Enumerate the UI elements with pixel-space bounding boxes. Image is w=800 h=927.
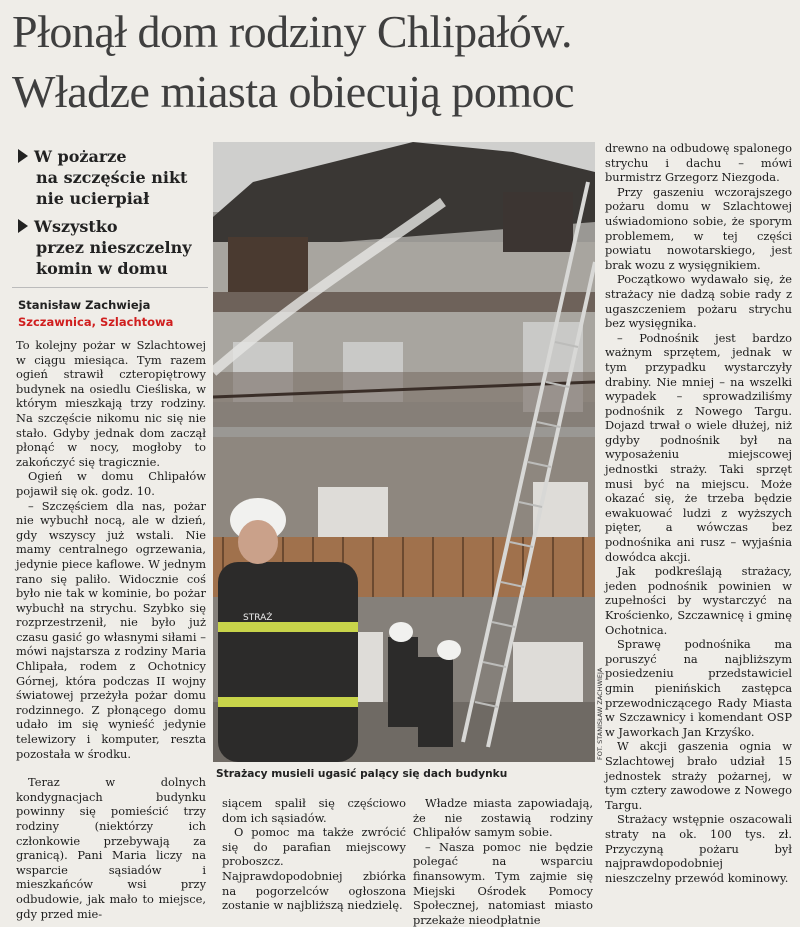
paragraph: drewno na odbudowę spalonego strychu i dachu – mówi burmistrz Grzegorz Niezgoda. — [605, 141, 792, 185]
paragraph: Początkowo wydawało się, że strażacy nie dadzą sobie rady z ugaszczeniem pożaru strychu bez wysięgnika. — [605, 272, 792, 331]
article-column-4 — [605, 141, 792, 885]
paragraph: To kolejny pożar w Szlachtowej w ciągu miesiąca. Tym razem ogień strawił czteropiętrowy budynek na osiedlu Cieśliska, w którym mieszkają trzy rodziny. Na szczęście nikomu nic się nie stało. Gdyby jednak dom zaczął płonąć w nocy, mogłoby to zakończyć się tragicznie. — [16, 338, 206, 469]
article-column-3 — [413, 796, 593, 927]
paragraph: Ogień w domu Chlipałów pojawił się ok. godz. 10. — [16, 469, 206, 498]
helmet-label: STRAŻ — [243, 613, 273, 623]
lead-1-line-2: na szczęście nikt — [36, 168, 188, 187]
paragraph: Teraz w dolnych kondygnacjach budynku powinny się pomieścić trzy rodziny (niektórzy ich członkowie przebywają za granicą). Pani Maria liczy na wsparcie sąsiadów i mieszkańców wsi przy odbudowie, jak mało to miejsce, gdy przed mie- — [16, 775, 206, 921]
article-column-1 — [16, 338, 206, 921]
paragraph: Sprawę podnośnika ma poruszyć na najbliższym posiedzeniu przedstawiciel gmin pienińskich zastępca przewodniczącego Rady Miasta w Szczawnicy i komendant OSP w Jaworkach Jan Krzyśko. — [605, 637, 792, 739]
photo-burning-house — [213, 142, 595, 762]
triangle-bullet-icon — [18, 149, 28, 163]
lead-2-line-2: przez nieszczelny — [36, 238, 192, 257]
triangle-bullet-icon — [18, 219, 28, 233]
byline-place: Szczawnica, Szlachtowa — [18, 315, 174, 329]
paragraph: – Podnośnik jest bardzo ważnym sprzętem, jednak w tym przypadku wystarczyły drabiny. Nie mniej – na wszelki wypadek – sprowadziliśmy podnośnik z Nowego Targu. Dojazd trwał o wiele dłużej, niż gdyby podnośnik był na wyposażeniu miejscowej jednostki straży. Taki sprzęt musi być na miejscu. Może okazać się, że trzeba będzie ewakuować ludzi z wyższych pięter, a wówczas bez podnośnika ani rusz – wyjaśnia dowódca akcji. — [605, 330, 792, 564]
lead-2-line-3: komin w domu — [36, 259, 168, 278]
paragraph: siącem spalił się częściowo dom ich sąsiadów. — [222, 796, 406, 825]
photo-caption: Strażacy musieli ugasić palący się dach budynku — [216, 768, 508, 780]
paragraph: – Szczęściem dla nas, pożar nie wybuchł nocą, ale w dzień, gdy wszyscy już wstali. Nie mamy centralnego ogrzewania, jedynie piece kaflowe. W jednym rano się paliło. Widocznie coś było nie tak w kominie, bo pożar wybuchł na strychu. Szybko się rozprzestrzenił, nie było już czasu gasić go własnymi siłami – mówi najstarsza z rodziny Maria Chlipała, rodem z Ochotnicy Górnej, która podczas II wojny światowej przeżyła pożar domu rodzinnego. Z płonącego domu udało im się wynieść jedynie telewizory i komputer, reszta pozostała w środku. — [16, 498, 206, 761]
lead-2-line-1: Wszystko — [34, 217, 118, 236]
lead-1 — [18, 146, 210, 209]
photo-illustration — [213, 142, 595, 762]
lead-1-line-3: nie ucierpiał — [36, 189, 150, 208]
paragraph: Przy gaszeniu wczorajszego pożaru domu w Szlachtowej uświadomiono sobie, że sporym problemem, w tej części powiatu nowotarskiego, jest brak wozu z wysięgnikiem. — [605, 184, 792, 272]
lead-2 — [18, 216, 210, 279]
paragraph: W akcji gaszenia ognia w Szlachtowej brało udział 15 jednostek straży pożarnej, w tym cztery zawodowe z Nowego Targu. — [605, 739, 792, 812]
paragraph: Strażacy wstępnie oszacowali straty na ok. 100 tys. zł. Przyczyną pożaru był najprawdopodobniej nieszczelny przewód kominowy. — [605, 812, 792, 885]
paragraph: – Nasza pomoc nie będzie polegać na wsparciu finansowym. Tym zajmie się Miejski Ośrodek Pomocy Społecznej, natomiast miasto przekaże nieodpłatnie — [413, 839, 593, 927]
paragraph: Jak podkreślają strażacy, jeden podnośnik powinien w zupełności by wystarczyć na Krościenko, Szczawnicę i gminę Ochotnica. — [605, 564, 792, 637]
paragraph: Władze miasta zapowiadają, że nie zostawią rodziny Chlipałów samym sobie. — [413, 796, 593, 840]
headline-line-1: Płonął dom rodziny Chlipałów. — [12, 6, 573, 57]
headline-line-2: Władze miasta obiecują pomoc — [12, 66, 575, 117]
paragraph: O pomoc ma także zwrócić się do parafian miejscowy proboszcz. Najprawdopodobniej zbiórka na pogorzelców ogłoszona zostanie w najbliższą niedzielę. — [222, 825, 406, 913]
lead-1-line-1: W pożarze — [34, 147, 127, 166]
article-column-2 — [222, 796, 406, 913]
photo-credit: FOT. STANISŁAW ZACHWIEJA — [596, 667, 604, 760]
divider — [12, 287, 208, 288]
byline-author: Stanisław Zachwieja — [18, 298, 151, 312]
